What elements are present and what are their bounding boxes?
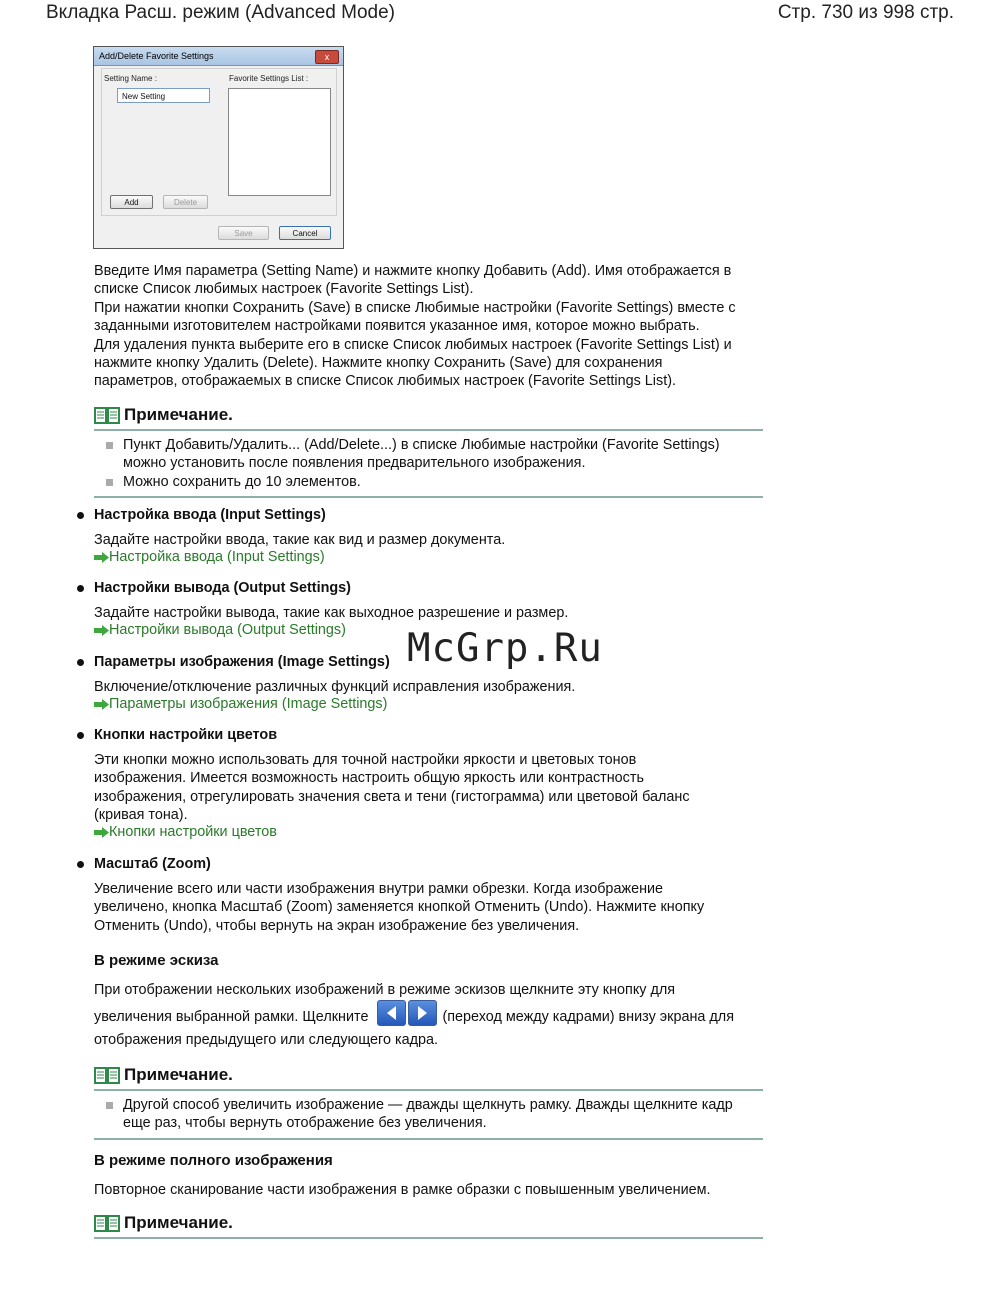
note-title: Примечание.: [124, 1065, 233, 1084]
book-icon: [94, 1214, 120, 1233]
thumb-text: (переход между кадрами) внизу экрана для: [442, 1008, 734, 1025]
link-color-buttons[interactable]: [94, 824, 277, 840]
arrow-right-icon: [94, 699, 109, 710]
favorite-settings-list[interactable]: [228, 88, 331, 196]
note-item: [94, 436, 763, 473]
setting-name-input[interactable]: New Setting: [117, 88, 210, 103]
add-button[interactable]: Add: [110, 195, 153, 209]
paragraph-line: Эти кнопки можно использовать для точной настройки яркости и цветовых тонов: [94, 752, 637, 768]
book-icon: [94, 1066, 120, 1085]
section-text: Задайте настройки ввода, такие как вид и размер документа.: [94, 532, 506, 548]
favorite-list-label: Favorite Settings List :: [229, 74, 309, 83]
subheading-thumbnail: В режиме эскиза: [94, 952, 219, 969]
subheading-full-image: В режиме полного изображения: [94, 1152, 333, 1169]
cancel-button[interactable]: Cancel: [279, 226, 331, 240]
section-heading-input: [94, 507, 326, 523]
section-heading-input-text: Настройка ввода (Input Settings): [94, 507, 326, 523]
bullet-icon: [77, 585, 84, 592]
full-text: Повторное сканирование части изображения в рамке образки с повышенным увеличением.: [94, 1182, 711, 1198]
paragraph-line: изображения, отрегулировать значения света и тени (гистограмма) или цветовой баланс: [94, 788, 690, 805]
section-heading-image-text: Параметры изображения (Image Settings): [94, 654, 390, 670]
dialog-title-bar: [94, 47, 343, 66]
square-bullet-icon: [106, 1102, 113, 1109]
delete-button[interactable]: Delete: [163, 195, 208, 209]
note-title: Примечание.: [124, 1213, 233, 1232]
arrow-left-icon: [378, 1001, 405, 1025]
intro-line: нажмите кнопку Удалить (Delete). Нажмите кнопку Сохранить (Save) для сохранения: [94, 355, 663, 372]
section-heading-zoom-text: Масштаб (Zoom): [94, 856, 211, 872]
add-delete-favorite-dialog: [93, 46, 344, 249]
link-input-settings[interactable]: [94, 549, 325, 565]
paragraph-line: Увеличение всего или части изображения внутри рамки обрезки. Когда изображение: [94, 881, 664, 897]
note-item-line: можно установить после появления предварительного изображения.: [123, 455, 586, 472]
page-number: Стр. 730 из 998 стр.: [777, 2, 954, 23]
section-text: Задайте настройки вывода, такие как выходное разрешение и размер.: [94, 605, 569, 621]
arrow-right-icon: [409, 1001, 436, 1025]
section-text: Включение/отключение различных функций исправления изображения.: [94, 679, 576, 695]
paragraph-line: изображения. Имеется возможность настроить общую яркость или контрастность: [94, 770, 644, 787]
page-header-title: Вкладка Расш. режим (Advanced Mode): [46, 2, 395, 23]
note-item-line: Можно сохранить до 10 элементов.: [123, 473, 361, 490]
watermark: McGrp.Ru: [407, 626, 603, 671]
bullet-icon: [77, 732, 84, 739]
square-bullet-icon: [106, 442, 113, 449]
frame-nav-buttons: [377, 1000, 437, 1026]
thumb-text: увеличения выбранной рамки. Щелкните: [94, 1008, 369, 1025]
arrow-right-icon: [94, 552, 109, 563]
intro-line: Для удаления пункта выберите его в списке Список любимых настроек (Favorite Settings List) и: [94, 336, 732, 353]
link-image-settings[interactable]: [94, 696, 387, 712]
section-heading-zoom: [94, 856, 211, 872]
save-button[interactable]: Save: [218, 226, 269, 240]
link-color-buttons-text[interactable]: Кнопки настройки цветов: [109, 824, 277, 840]
setting-name-label: Setting Name :: [104, 74, 157, 83]
note-item-line: Другой способ увеличить изображение — дважды щелкнуть рамку. Дважды щелкните кадр: [123, 1097, 733, 1113]
section-paragraph: [94, 751, 690, 825]
note-box: [94, 1063, 763, 1140]
next-frame-button[interactable]: [408, 1000, 437, 1026]
intro-line: параметров, отображаемых в списке Список любимых настроек (Favorite Settings List).: [94, 373, 676, 390]
arrow-right-icon: [94, 827, 109, 838]
paragraph-line: увеличено, кнопка Масштаб (Zoom) заменяется кнопкой Отменить (Undo). Нажмите кнопку: [94, 899, 705, 916]
intro-line: заданными изготовителем настройками появится указанное имя, которое можно выбрать.: [94, 318, 700, 335]
note-box: [94, 1211, 763, 1239]
bullet-icon: [77, 861, 84, 868]
note-box: [94, 403, 763, 498]
close-icon[interactable]: x: [315, 50, 339, 64]
thumb-line: отображения предыдущего или следующего кадра.: [94, 1032, 438, 1048]
intro-line: Введите Имя параметра (Setting Name) и нажмите кнопку Добавить (Add). Имя отображается в: [94, 263, 732, 279]
paragraph-line: (кривая тона).: [94, 807, 188, 824]
note-item-line: еще раз, чтобы вернуть отображение без увеличения.: [123, 1115, 487, 1132]
bullet-icon: [77, 659, 84, 666]
previous-frame-button[interactable]: [377, 1000, 406, 1026]
link-input-settings-text[interactable]: Настройка ввода (Input Settings): [109, 549, 325, 565]
intro-paragraph: [94, 262, 736, 391]
link-output-settings-text[interactable]: Настройки вывода (Output Settings): [109, 622, 346, 638]
section-heading-image: [94, 654, 390, 670]
note-title: Примечание.: [124, 405, 233, 424]
paragraph-line: Отменить (Undo), чтобы вернуть на экран изображение без увеличения.: [94, 917, 580, 934]
arrow-right-icon: [94, 625, 109, 636]
dialog-title: Add/Delete Favorite Settings: [99, 51, 214, 61]
note-item-line: Пункт Добавить/Удалить... (Add/Delete...) в списке Любимые настройки (Favorite Settings): [123, 437, 720, 453]
bullet-icon: [77, 512, 84, 519]
note-item: [94, 473, 763, 491]
book-icon: [94, 406, 120, 425]
thumb-line-with-buttons: [94, 1000, 734, 1026]
section-heading-color-text: Кнопки настройки цветов: [94, 727, 278, 743]
section-heading-color: [94, 727, 277, 743]
section-heading-output: [94, 580, 351, 596]
link-image-settings-text[interactable]: Параметры изображения (Image Settings): [109, 696, 388, 712]
square-bullet-icon: [106, 479, 113, 486]
link-output-settings[interactable]: [94, 622, 346, 638]
intro-line: При нажатии кнопки Сохранить (Save) в списке Любимые настройки (Favorite Settings) вместе с: [94, 299, 736, 316]
thumb-line: При отображении нескольких изображений в режиме эскизов щелкните эту кнопку для: [94, 982, 676, 998]
intro-line: списке Список любимых настроек (Favorite Settings List).: [94, 281, 474, 298]
note-item: [94, 1096, 763, 1133]
section-heading-output-text: Настройки вывода (Output Settings): [94, 580, 351, 596]
section-paragraph: [94, 880, 704, 935]
